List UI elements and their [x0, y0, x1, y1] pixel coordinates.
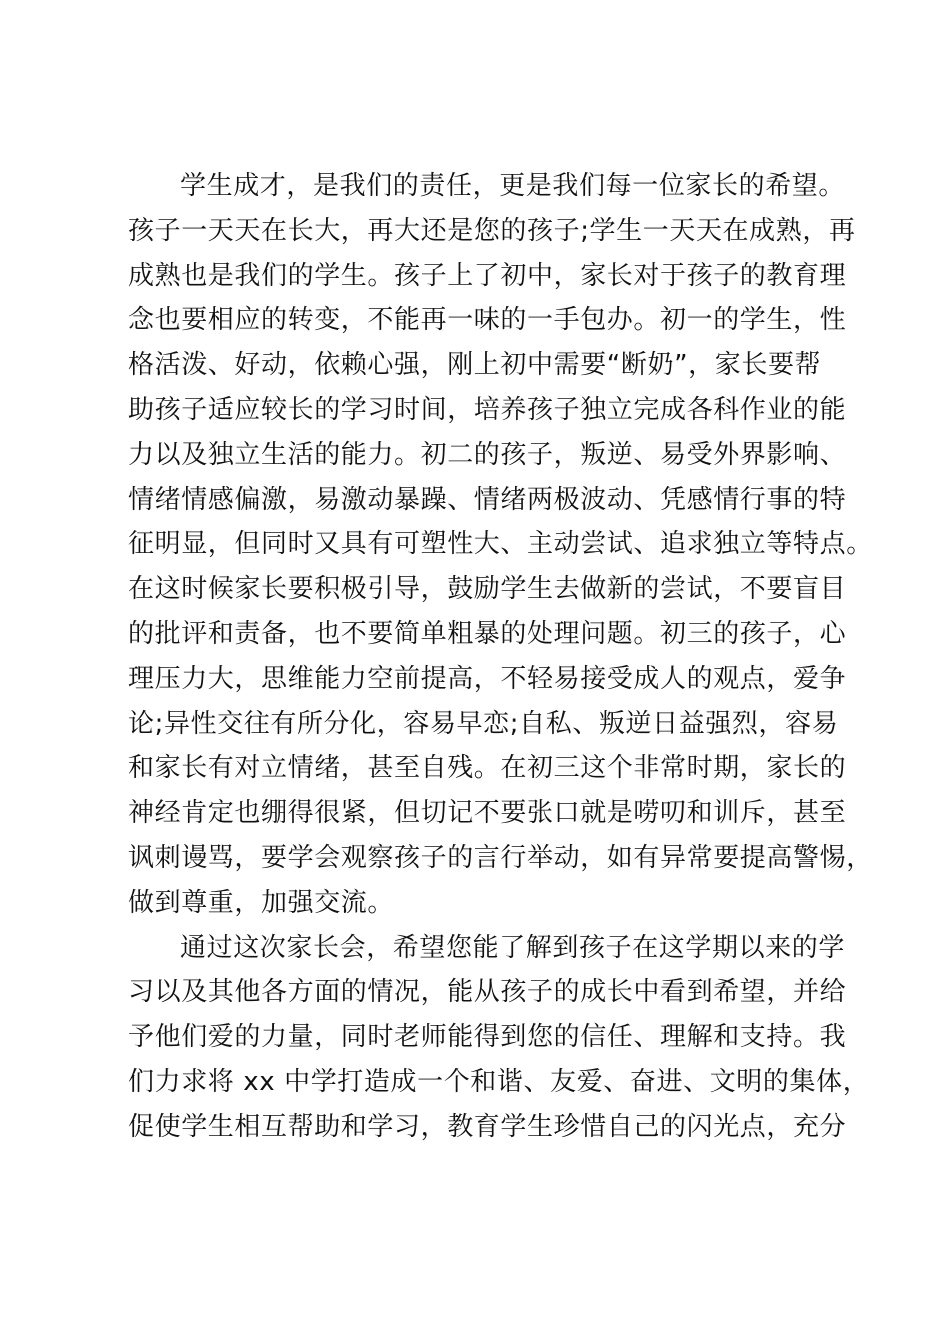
text-line: 念也要相应的转变，不能再一味的一手包办。初一的学生，性 — [128, 305, 847, 336]
text-line: 理压力大，思维能力空前提高，不轻易接受成人的观点，爱争 — [128, 663, 847, 694]
paragraph-2 — [128, 926, 870, 1150]
text-line: 征明显，但同时又具有可塑性大、主动尝试、追求独立等特点。 — [128, 529, 873, 560]
body-text — [128, 164, 873, 1150]
text-line: 促使学生相互帮助和学习，教育学生珍惜自己的闪光点，充分 — [128, 1111, 847, 1142]
text-line: 格活泼、好动，依赖心强，刚上初中需要“断奶”，家长要帮 — [128, 350, 822, 381]
text-line: 讽刺谩骂，要学会观察孩子的言行举动，如有异常要提高警惕， — [128, 842, 873, 873]
text-line: 孩子一天天在长大，再大还是您的孩子;学生一天天在成熟，再 — [128, 215, 856, 246]
text-line: 论;异性交往有所分化，容易早恋;自私、叛逆日益强烈，容易 — [128, 708, 839, 739]
paragraph-1 — [128, 164, 873, 926]
text-line: 在这时候家长要积极引导，鼓励学生去做新的尝试，不要盲目 — [128, 574, 847, 605]
text-line: 的批评和责备，也不要简单粗暴的处理问题。初三的孩子，心 — [128, 618, 847, 649]
text-line: 力以及独立生活的能力。初二的孩子，叛逆、易受外界影响、 — [128, 439, 847, 470]
text-line: 和家长有对立情绪，甚至自残。在初三这个非常时期，家长的 — [128, 753, 847, 784]
text-line: 助孩子适应较长的学习时间，培养孩子独立完成各科作业的能 — [128, 394, 847, 425]
text-line: 们力求将 xx 中学打造成一个和谐、友爱、奋进、文明的集体， — [128, 1066, 870, 1097]
text-line: 成熟也是我们的学生。孩子上了初中，家长对于孩子的教育理 — [128, 260, 847, 291]
text-line: 做到尊重，加强交流。 — [128, 887, 395, 918]
text-line: 习以及其他各方面的情况，能从孩子的成长中看到希望，并给 — [128, 977, 847, 1008]
text-line: 学生成才，是我们的责任，更是我们每一位家长的希望。 — [180, 171, 846, 201]
text-line: 神经肯定也绷得很紧，但切记不要张口就是唠叨和训斥，甚至 — [128, 798, 847, 829]
text-line: 情绪情感偏激，易激动暴躁、情绪两极波动、凭感情行事的特 — [128, 484, 847, 515]
text-line: 予他们爱的力量，同时老师能得到您的信任、理解和支持。我 — [128, 1022, 847, 1053]
text-line: 通过这次家长会，希望您能了解到孩子在这学期以来的学 — [180, 932, 846, 963]
